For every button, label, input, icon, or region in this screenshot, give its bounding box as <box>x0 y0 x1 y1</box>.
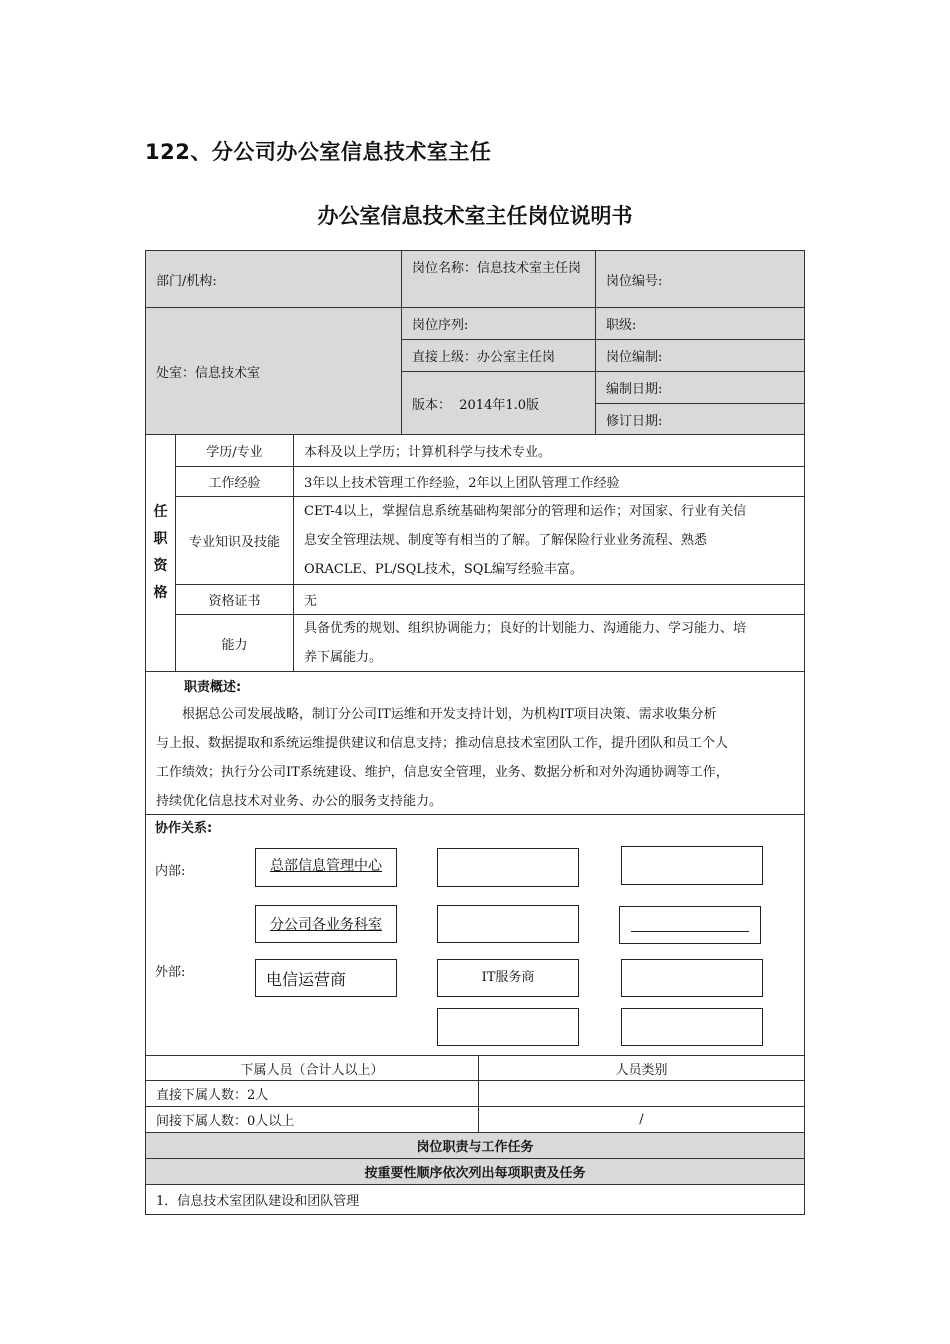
direct-subordinates-cell <box>145 1080 479 1107</box>
post-quota-label: 岗位编制: <box>606 350 663 365</box>
internal-box-hq-label: 总部信息管理中心 <box>270 858 382 874</box>
duties-header-cell <box>145 1132 805 1159</box>
rank-cell <box>595 307 805 340</box>
direct-type-cell <box>478 1080 805 1107</box>
experience-label-cell <box>175 466 294 497</box>
external-box-telecom-label: 电信运营商 <box>266 969 347 989</box>
version-cell <box>401 371 596 435</box>
experience-label: 工作经验 <box>208 476 261 491</box>
duties-header: 岗位职责与工作任务 <box>416 1140 534 1155</box>
certificate-label: 资格证书 <box>208 594 261 609</box>
skills-value-cell <box>293 496 805 585</box>
subordinates-header-cell <box>145 1055 479 1081</box>
qualifications-label <box>145 434 176 672</box>
ability-label: 能力 <box>221 637 248 653</box>
summary-label: 职责概述: <box>184 680 242 695</box>
office-label: 处室：信息技术室 <box>156 365 261 381</box>
rev-date-label: 修订日期: <box>606 413 663 429</box>
certificate-value-cell <box>293 584 805 615</box>
internal-label: 内部: <box>155 864 186 879</box>
duty-item: 1．信息技术室团队建设和团队管理 <box>156 1194 360 1209</box>
external-label: 外部: <box>155 965 186 980</box>
empty-box <box>437 848 579 887</box>
education-value-cell <box>293 434 805 467</box>
indirect-type: / <box>639 1112 644 1127</box>
staff-type-header: 人员类别 <box>615 1062 668 1078</box>
collaboration-label: 协作关系: <box>155 821 213 836</box>
section-heading: 122、分公司办公室信息技术室主任 <box>145 140 492 164</box>
duties-subheader: 按重要性顺序依次列出每项职责及任务 <box>364 1166 586 1181</box>
education-label-cell <box>175 434 294 467</box>
duties-subheader-cell <box>145 1158 805 1185</box>
post-no-label: 岗位编号: <box>606 273 663 289</box>
empty-box <box>621 1008 763 1046</box>
post-name: 岗位名称：信息技术室主任岗 <box>412 261 582 276</box>
external-box-telecom <box>255 959 397 997</box>
subordinates-header: 下属人员（合计人以上） <box>240 1062 384 1078</box>
post-quota-cell <box>595 339 805 372</box>
empty-box <box>621 846 763 885</box>
education-label: 学历/专业 <box>206 445 263 460</box>
duty-item-cell <box>145 1184 805 1215</box>
empty-box <box>437 905 579 943</box>
empty-box <box>437 1008 579 1046</box>
certificate-label-cell <box>175 584 294 615</box>
empty-box-with-line <box>619 906 761 944</box>
experience-value: 3年以上技术管理工作经验，2年以上团队管理工作经验 <box>304 476 620 491</box>
external-box-it-vendor-label: IT服务商 <box>481 970 535 985</box>
collaboration-section <box>145 814 805 1056</box>
post-no-cell <box>595 250 805 308</box>
indirect-type-cell <box>478 1106 805 1133</box>
qual-char: 资 <box>153 558 168 574</box>
ability-label-cell <box>175 614 294 672</box>
empty-box <box>621 959 763 997</box>
summary-line: 持续优化信息技术对业务、办公的服务支持能力。 <box>156 794 443 809</box>
direct-subordinates: 直接下属人数：2人 <box>156 1088 269 1103</box>
summary-line: 与上报、数据提取和系统运维提供建议和信息支持；推动信息技术室团队工作，提升团队和员工个人 <box>156 736 729 751</box>
skills-label: 专业知识及技能 <box>188 535 280 550</box>
prep-date-cell <box>595 371 805 404</box>
education-value: 本科及以上学历；计算机科学与技术专业。 <box>304 445 552 460</box>
summary-line: 工作绩效；执行分公司IT系统建设、维护，信息安全管理，业务、数据分析和对外沟通协调等工作， <box>156 765 729 780</box>
internal-box-hq <box>255 848 397 887</box>
experience-value-cell <box>293 466 805 497</box>
indirect-subordinates: 间接下属人数：0人以上 <box>156 1114 295 1129</box>
summary-section <box>145 671 805 815</box>
internal-box-branch <box>255 905 397 943</box>
external-box-it-vendor <box>437 959 579 997</box>
skills-line: 息安全管理法规、制度等有相当的了解。了解保险行业业务流程、熟悉 <box>304 533 708 548</box>
post-seq-label: 岗位序列: <box>412 318 469 333</box>
rank-label: 职级: <box>606 318 637 333</box>
summary-line: 根据总公司发展战略，制订分公司IT运维和开发支持计划，为机构IT项目决策、需求收集分析 <box>182 707 717 722</box>
ability-line: 具备优秀的规划、组织协调能力；良好的计划能力、沟通能力、学习能力、培 <box>304 621 747 636</box>
qual-char: 格 <box>153 585 168 601</box>
staff-type-header-cell <box>478 1055 805 1081</box>
dept-label: 部门/机构: <box>156 273 217 289</box>
skills-line: CET-4以上，掌握信息系统基础构架部分的管理和运作；对国家、行业有关信 <box>304 504 747 519</box>
rev-date-cell <box>595 403 805 435</box>
skills-line: ORACLE、PL/SQL技术，SQL编写经验丰富。 <box>304 562 584 577</box>
ability-line: 养下属能力。 <box>304 650 383 665</box>
ability-value-cell <box>293 614 805 672</box>
supervisor-cell <box>401 339 596 372</box>
skills-label-cell <box>175 496 294 585</box>
indirect-subordinates-cell <box>145 1106 479 1133</box>
qual-char: 任 <box>153 504 168 520</box>
supervisor-label: 直接上级：办公室主任岗 <box>412 350 556 365</box>
qual-char: 职 <box>153 531 168 547</box>
version-label: 版本： 2014年1.0版 <box>412 397 540 413</box>
post-seq-cell <box>401 307 596 340</box>
document-title: 办公室信息技术室主任岗位说明书 <box>317 204 633 228</box>
certificate-value: 无 <box>304 594 318 609</box>
office-cell <box>145 307 402 435</box>
post-name-cell <box>401 250 596 308</box>
blank-line <box>631 931 749 932</box>
internal-box-branch-label: 分公司各业务科室 <box>270 917 382 933</box>
prep-date-label: 编制日期: <box>606 382 663 397</box>
dept-cell <box>145 250 402 308</box>
